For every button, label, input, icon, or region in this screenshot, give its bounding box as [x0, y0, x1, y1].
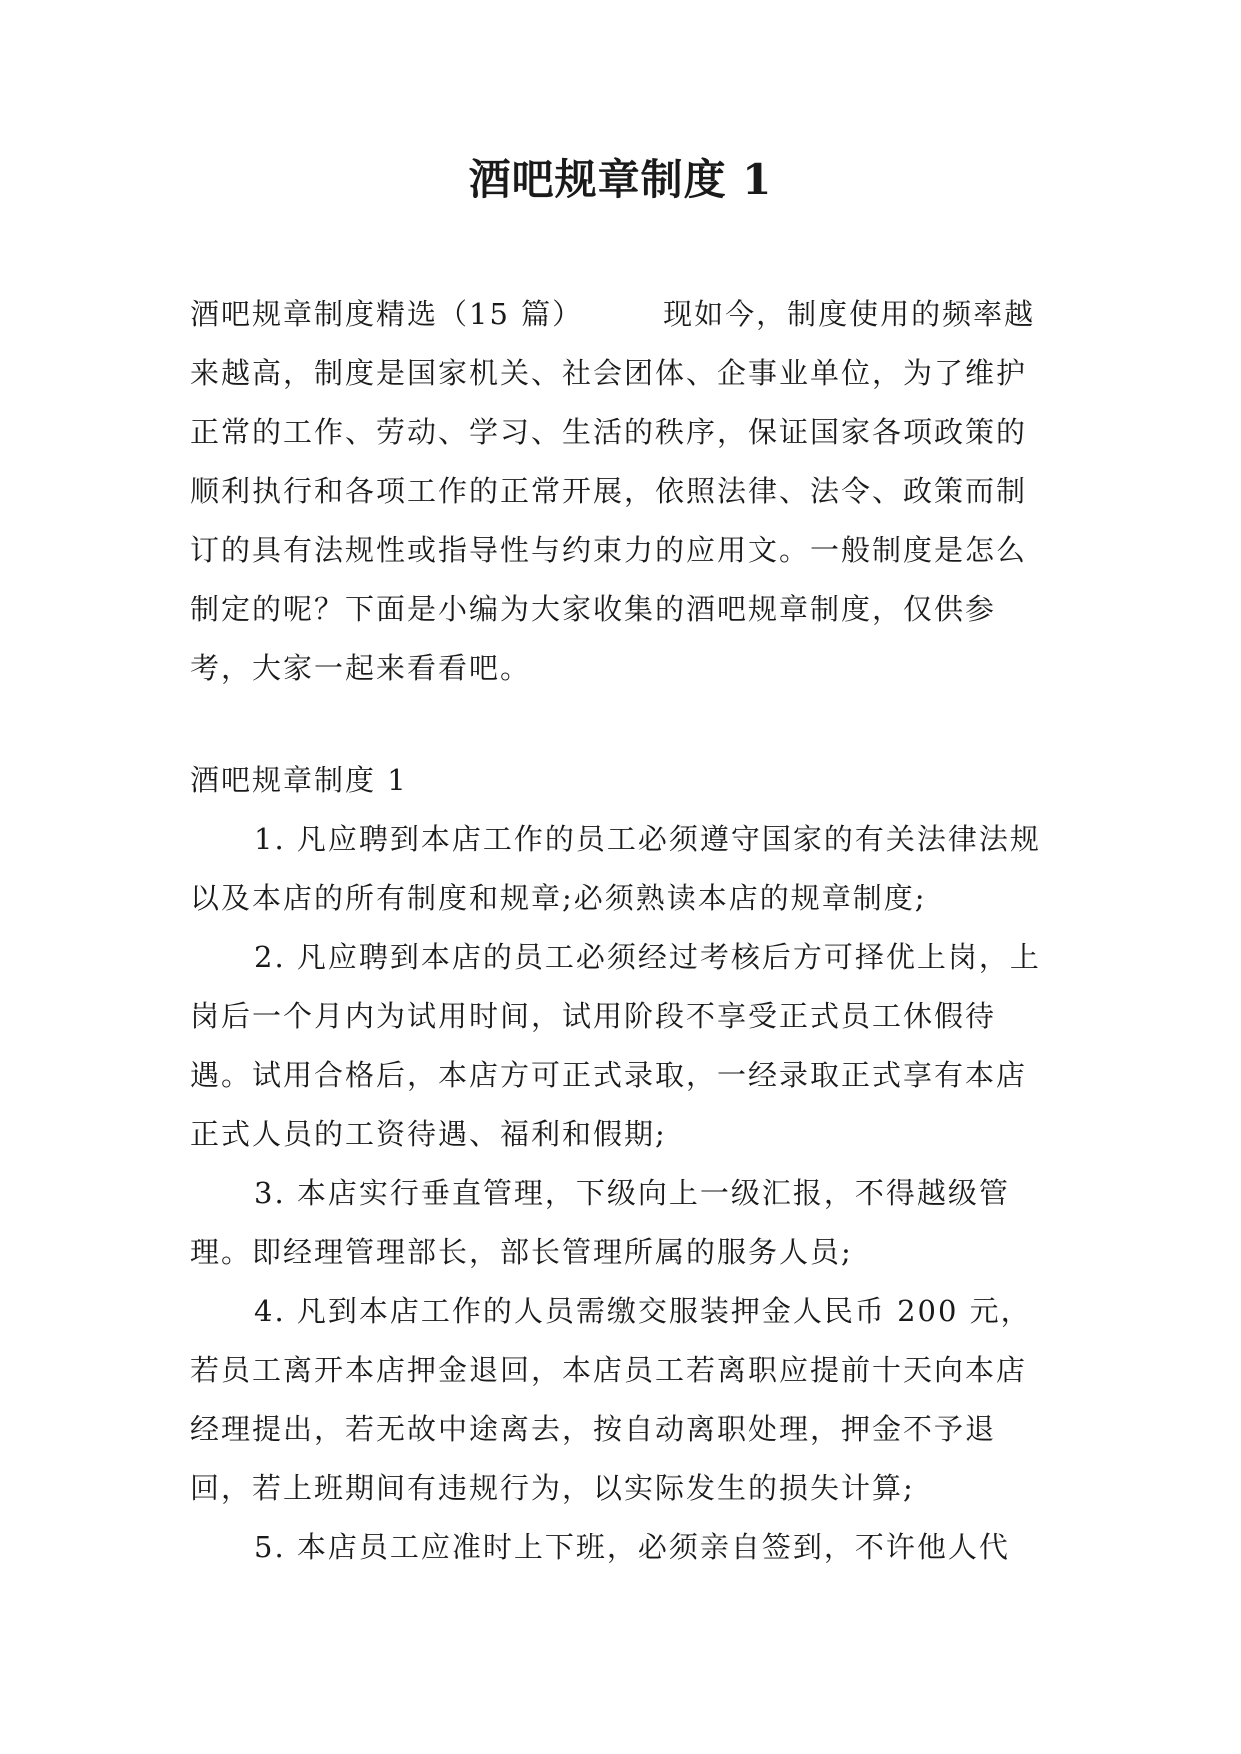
- rule-item-3: 3. 本店实行垂直管理，下级向上一级汇报，不得越级管理。即经理管理部长，部长管理所属的服务人员;: [190, 1176, 1010, 1269]
- intro-lead: 酒吧规章制度精选（15 篇）: [190, 297, 584, 331]
- intro-paragraph: [190, 285, 1050, 698]
- intro-body: 现如今，制度使用的频率越来越高，制度是国家机关、社会团体、企事业单位，为了维护正常的工作、劳动、学习、生活的秩序，保证国家各项政策的顺利执行和各项工作的正常开展，依照法律、法令、政策而制订的具有法规性或指导性与约束力的应用文。一般制度是怎么制定的呢？下面是小编为大家收集的酒吧规章制度，仅供参考，大家一起来看看吧。: [190, 297, 1036, 685]
- rule-item-2: 2. 凡应聘到本店的员工必须经过考核后方可择优上岗，上岗后一个月内为试用时间，试用阶段不享受正式员工休假待遇。试用合格后，本店方可正式录取，一经录取正式享有本店正式人员的工资待遇、福利和假期;: [190, 940, 1041, 1151]
- rules-list: [190, 810, 1050, 1577]
- document-title: 酒吧规章制度 1: [468, 155, 773, 204]
- rule-item-5: 5. 本店员工应准时上下班，必须亲自签到，不许他人代: [254, 1530, 1010, 1564]
- section-heading: 酒吧规章制度 1: [190, 763, 408, 797]
- rule-item-1: 1. 凡应聘到本店工作的员工必须遵守国家的有关法律法规以及本店的所有制度和规章;必须熟读本店的规章制度;: [190, 822, 1041, 915]
- rule-item-4: 4. 凡到本店工作的人员需缴交服装押金人民币 200 元，若员工离开本店押金退回，本店员工若离职应提前十天向本店经理提出，若无故中途离去，按自动离职处理，押金不予退回，若上班期间有违规行为，以实际发生的损失计算;: [190, 1294, 1032, 1505]
